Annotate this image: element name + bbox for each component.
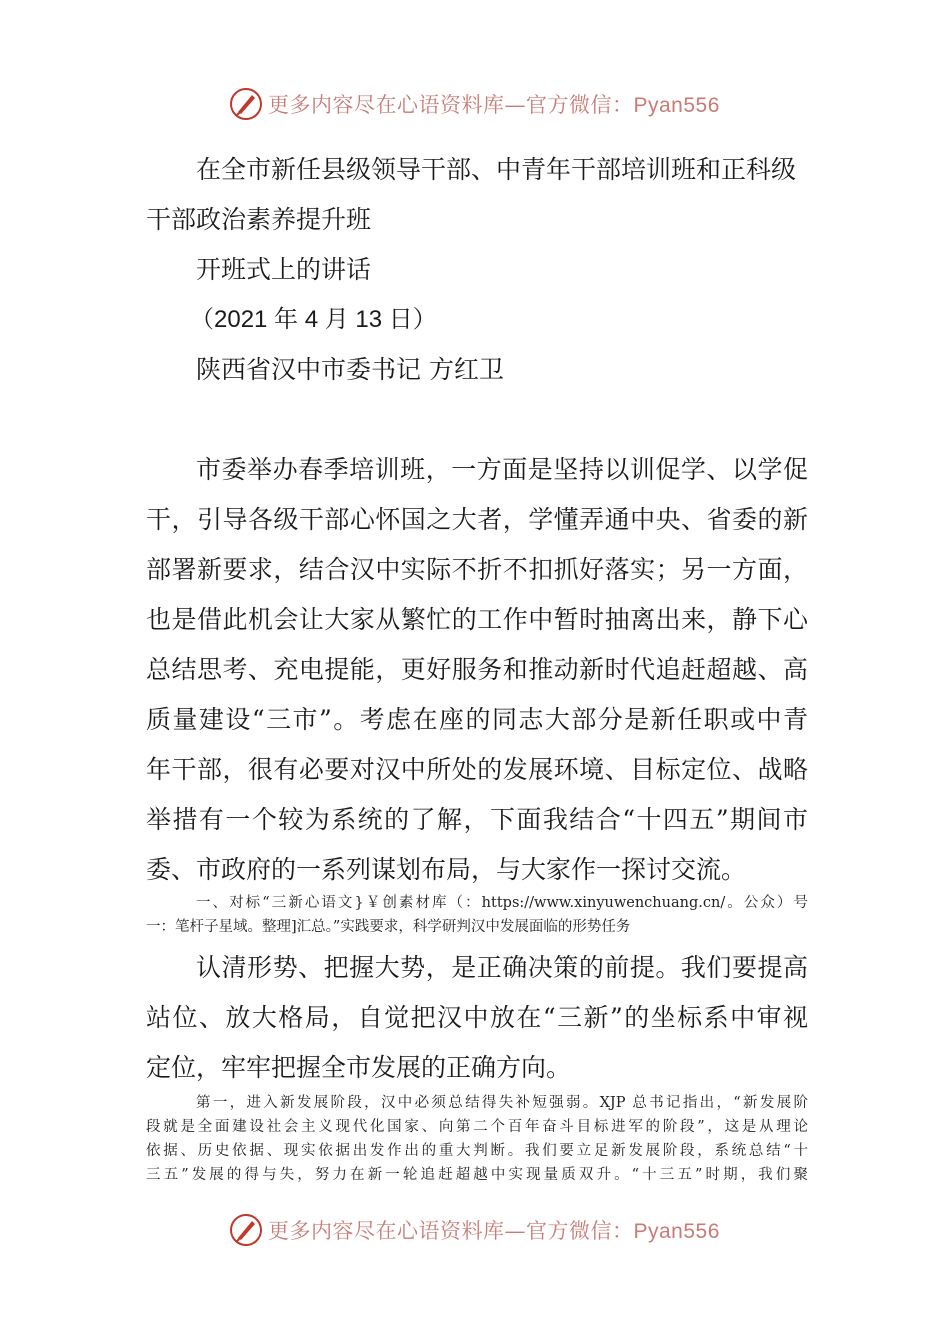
footer-watermark [228, 1210, 720, 1250]
text-line: 也是借此机会让大家从繁忙的工作中暂时抽离出来，静下心 [146, 605, 808, 634]
quill-logo-icon [228, 1212, 264, 1248]
text-line: 段就是全面建设社会主义现代化国家、向第二个百年奋斗目标进军的阶段”，这是从理论 [146, 1119, 808, 1135]
text-line: 依据、历史依据、现实依据出发作出的重大判断。我们要立足新发展阶段，系统总结“十 [146, 1143, 808, 1159]
text-line: 一：笔杆子星域。整理]汇总。”实践要求，科学研判汉中发展面临的形势任务 [146, 919, 631, 935]
text-line: 三五”发展的得与失，努力在新一轮追赶超越中实现量质双升。“十三五”时期，我们聚 [146, 1167, 808, 1183]
text-line: 部署新要求，结合汉中实际不折不扣抓好落实；另一方面， [146, 555, 808, 584]
quill-logo-icon [228, 86, 264, 122]
title-line-3: 开班式上的讲话 [196, 255, 372, 284]
text-line: 总结思考、充电提能，更好服务和推动新时代追赶超越、高 [146, 655, 808, 684]
text-line: 定位，牢牢把握全市发展的正确方向。 [146, 1053, 572, 1082]
text-line: 举措有一个较为系统的了解，下面我结合“十四五”期间市 [146, 805, 808, 834]
speaker: 陕西省汉中市委书记 方红卫 [196, 355, 504, 384]
text-line: 委、市政府的一系列谋划布局，与大家作一探讨交流。 [146, 855, 747, 884]
intro-paragraph [146, 445, 808, 895]
title-line-1: 在全市新任县级领导干部、中青年干部培训班和正科级 [196, 155, 797, 184]
point-paragraph [146, 1091, 808, 1187]
text-line: 一、对标“三新心语文}￥创素材库（：https://www.xinyuwenchuang.cn/。公众）号 [196, 895, 808, 911]
text-line: 质量建设“三市”。考虑在座的同志大部分是新任职或中青 [146, 705, 808, 734]
banner-text: 更多内容尽在心语资料库—官方微信：Pyan556 [268, 93, 720, 117]
section-heading [146, 891, 808, 939]
wechat-id: Pyan556 [633, 1220, 720, 1243]
text-line: 年干部，很有必要对汉中所处的发展环境、目标定位、战略 [146, 755, 808, 784]
text-line: 干，引导各级干部心怀国之大者，学懂弄通中央、省委的新 [146, 505, 808, 534]
title-line-2: 干部政治素养提升班 [146, 205, 372, 234]
text-line: 站位、放大格局，自觉把汉中放在“三新”的坐标系中审视 [146, 1003, 808, 1032]
text-line: 市委举办春季培训班，一方面是坚持以训促学、以学促 [196, 455, 808, 484]
section-paragraph [146, 943, 808, 1093]
header-watermark [228, 84, 720, 124]
wechat-id: Pyan556 [633, 94, 720, 117]
text-line: 第一，进入新发展阶段，汉中必须总结得失补短强弱。XJP 总书记指出，“新发展阶 [196, 1095, 808, 1111]
banner-text: 更多内容尽在心语资料库—官方微信：Pyan556 [268, 1219, 720, 1243]
speech-date: （2021 年 4 月 13 日） [190, 306, 437, 333]
text-line: 认清形势、把握大势，是正确决策的前提。我们要提高 [196, 953, 808, 982]
